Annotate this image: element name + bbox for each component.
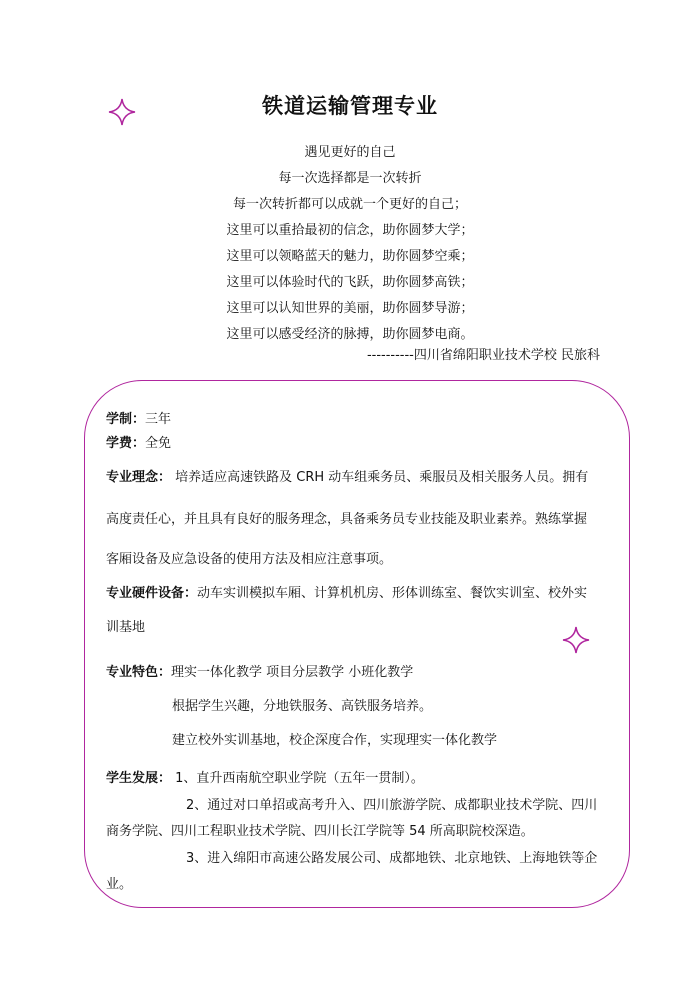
duration-label: 学制：: [106, 412, 146, 427]
poem-line: 这里可以体验时代的飞跃，助你圆梦高铁；: [226, 275, 474, 290]
intro-poem: [0, 140, 700, 348]
poem-line: 这里可以重拾最初的信念，助你圆梦大学；: [226, 223, 474, 238]
poem-line: 这里可以领略蓝天的魅力，助你圆梦空乘；: [226, 249, 474, 264]
concept-line: 客厢设备及应急设备的使用方法及相应注意事项。: [106, 552, 393, 567]
development-line: 1、直升西南航空职业学院（五年一贯制）。: [171, 771, 424, 786]
concept-row: [106, 468, 588, 488]
duration-value: 三年: [145, 412, 172, 427]
fee-label: 学费：: [106, 436, 146, 451]
poem-line: 这里可以感受经济的脉搏，助你圆梦电商。: [226, 327, 474, 342]
page-title: 铁道运输管理专业: [262, 94, 438, 118]
features-line: 建立校外实训基地，校企深度合作，实现理实一体化教学: [172, 733, 498, 748]
poem-line: 遇见更好的自己: [304, 145, 396, 160]
fee-value: 全免: [145, 436, 172, 451]
duration-row: [106, 410, 171, 430]
features-line: 理实一体化教学 项目分层教学 小班化教学: [171, 665, 414, 680]
development-line: 商务学院、四川工程职业技术学院、四川长江学院等 54 所高职院校深造。: [106, 824, 534, 839]
sparkle-icon: [108, 98, 136, 126]
poem-line: 每一次选择都是一次转折: [278, 171, 422, 186]
hardware-label: 专业硬件设备：: [106, 586, 198, 601]
concept-label: 专业理念：: [106, 470, 172, 485]
features-row: [106, 663, 413, 683]
development-line: 业。: [106, 877, 133, 892]
development-label: 学生发展：: [106, 771, 172, 786]
development-line: 2、通过对口单招或高考升入、四川旅游学院、成都职业技术学院、四川: [186, 798, 598, 813]
features-line: 根据学生兴趣，分地铁服务、高铁服务培养。: [172, 699, 433, 714]
development-row: [106, 769, 424, 789]
features-label: 专业特色：: [106, 665, 172, 680]
poem-line: 每一次转折都可以成就一个更好的自己；: [232, 197, 467, 212]
hardware-line: 训基地: [106, 620, 146, 635]
signature: ----------四川省绵阳职业技术学校 民旅科: [366, 348, 600, 363]
development-line: 3、进入绵阳市高速公路发展公司、成都地铁、北京地铁、上海地铁等企: [186, 851, 598, 866]
concept-line: 培养适应高速铁路及 CRH 动车组乘务员、乘服员及相关服务人员。拥有: [171, 470, 589, 485]
concept-line: 高度责任心，并且具有良好的服务理念，具备乘务员专业技能及职业素养。熟练掌握: [106, 512, 588, 527]
poem-line: 这里可以认知世界的美丽，助你圆梦导游；: [226, 301, 474, 316]
hardware-line: 动车实训模拟车厢、计算机机房、形体训练室、餐饮实训室、校外实: [197, 586, 588, 601]
fee-row: [106, 434, 171, 454]
hardware-row: [106, 584, 587, 604]
